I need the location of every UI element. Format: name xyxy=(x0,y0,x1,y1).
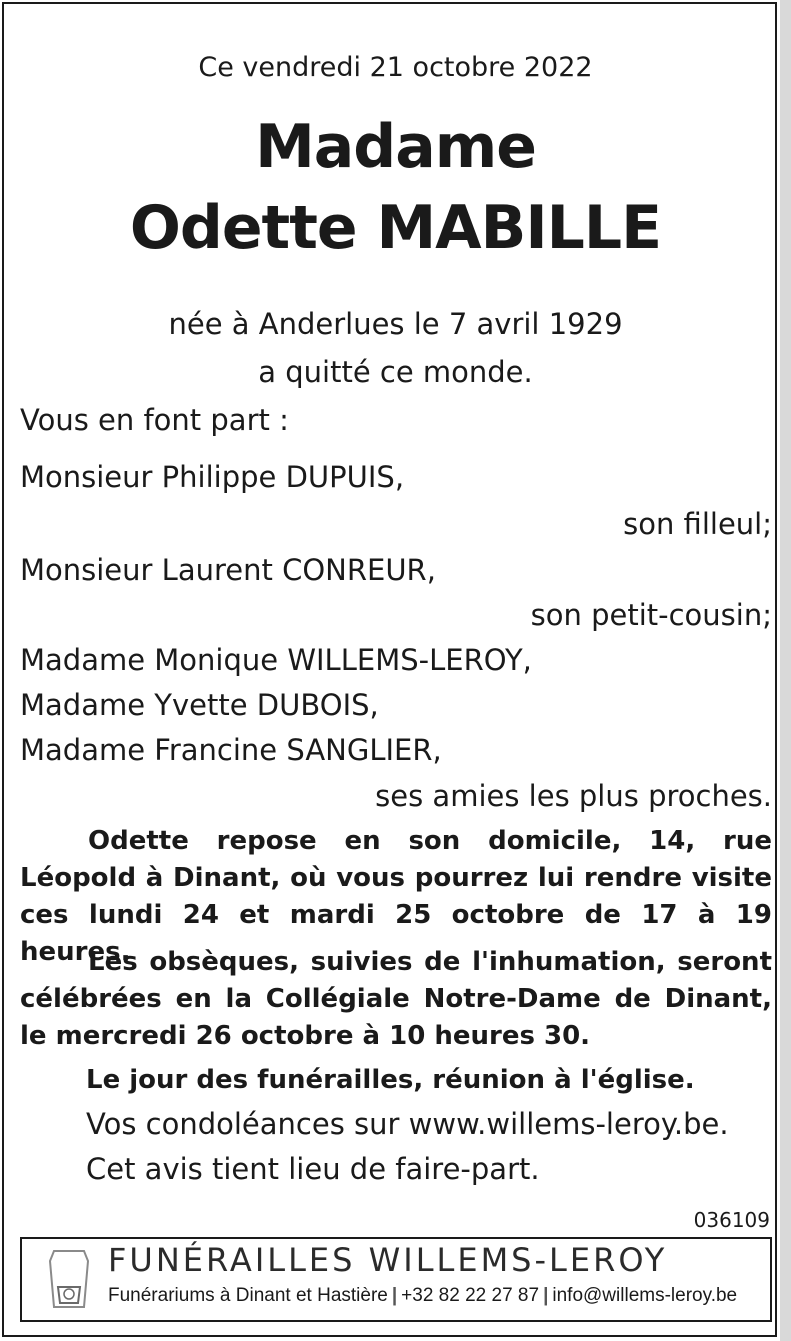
separator: | xyxy=(543,1285,549,1306)
separator: | xyxy=(391,1285,398,1306)
phone-number: +32 82 22 27 87 xyxy=(401,1285,540,1306)
passing-info: a quitté ce monde. xyxy=(258,355,533,389)
family-entry: Madame Monique WILLEMS-LEROY, xyxy=(20,643,532,677)
deceased-title: Madame xyxy=(255,112,536,182)
family-relation: ses amies les plus proches. xyxy=(375,779,772,813)
funerariums-text: Funérariums à Dinant et Hastière xyxy=(108,1285,388,1306)
family-intro: Vous en font part : xyxy=(20,403,289,437)
funeral-paragraph: Les obsèques, suivies de l'inhumation, seront célébrées en la Collégiale Notre-Dame de Dinant, le mercredi 26 octobre à 10 heures 30. xyxy=(20,947,772,1051)
condolences-info: Vos condoléances sur www.willems-leroy.be. xyxy=(86,1107,729,1141)
family-entry: Monsieur Laurent CONREUR, xyxy=(20,553,436,587)
reference-number: 036109 xyxy=(693,1208,770,1232)
birth-info: née à Anderlues le 7 avril 1929 xyxy=(168,307,623,341)
family-relation: son filleul; xyxy=(623,507,772,541)
visitation-paragraph: Odette repose en son domicile, 14, rue Léopold à Dinant, où vous pourrez lui rendre visite ces lundi 24 et mardi 25 octobre de 17 à 19 heures. xyxy=(20,826,772,967)
family-entry: Madame Yvette DUBOIS, xyxy=(20,688,379,722)
notice-info: Cet avis tient lieu de faire-part. xyxy=(86,1152,540,1186)
family-entry: Madame Francine SANGLIER, xyxy=(20,733,442,767)
email-address: info@willems-leroy.be xyxy=(552,1285,738,1306)
funeral-home-contacts xyxy=(108,1285,737,1307)
notice-date: Ce vendredi 21 octobre 2022 xyxy=(198,52,593,83)
funeral-home-name: FUNÉRAILLES WILLEMS-LEROY xyxy=(108,1241,668,1279)
family-entry: Monsieur Philippe DUPUIS, xyxy=(20,460,405,494)
deceased-name: Odette MABILLE xyxy=(129,193,662,263)
funeral-home-banner xyxy=(20,1237,772,1322)
family-relation: son petit-cousin; xyxy=(530,598,772,632)
urn-icon xyxy=(40,1247,98,1313)
meeting-info: Le jour des funérailles, réunion à l'église. xyxy=(86,1065,695,1095)
